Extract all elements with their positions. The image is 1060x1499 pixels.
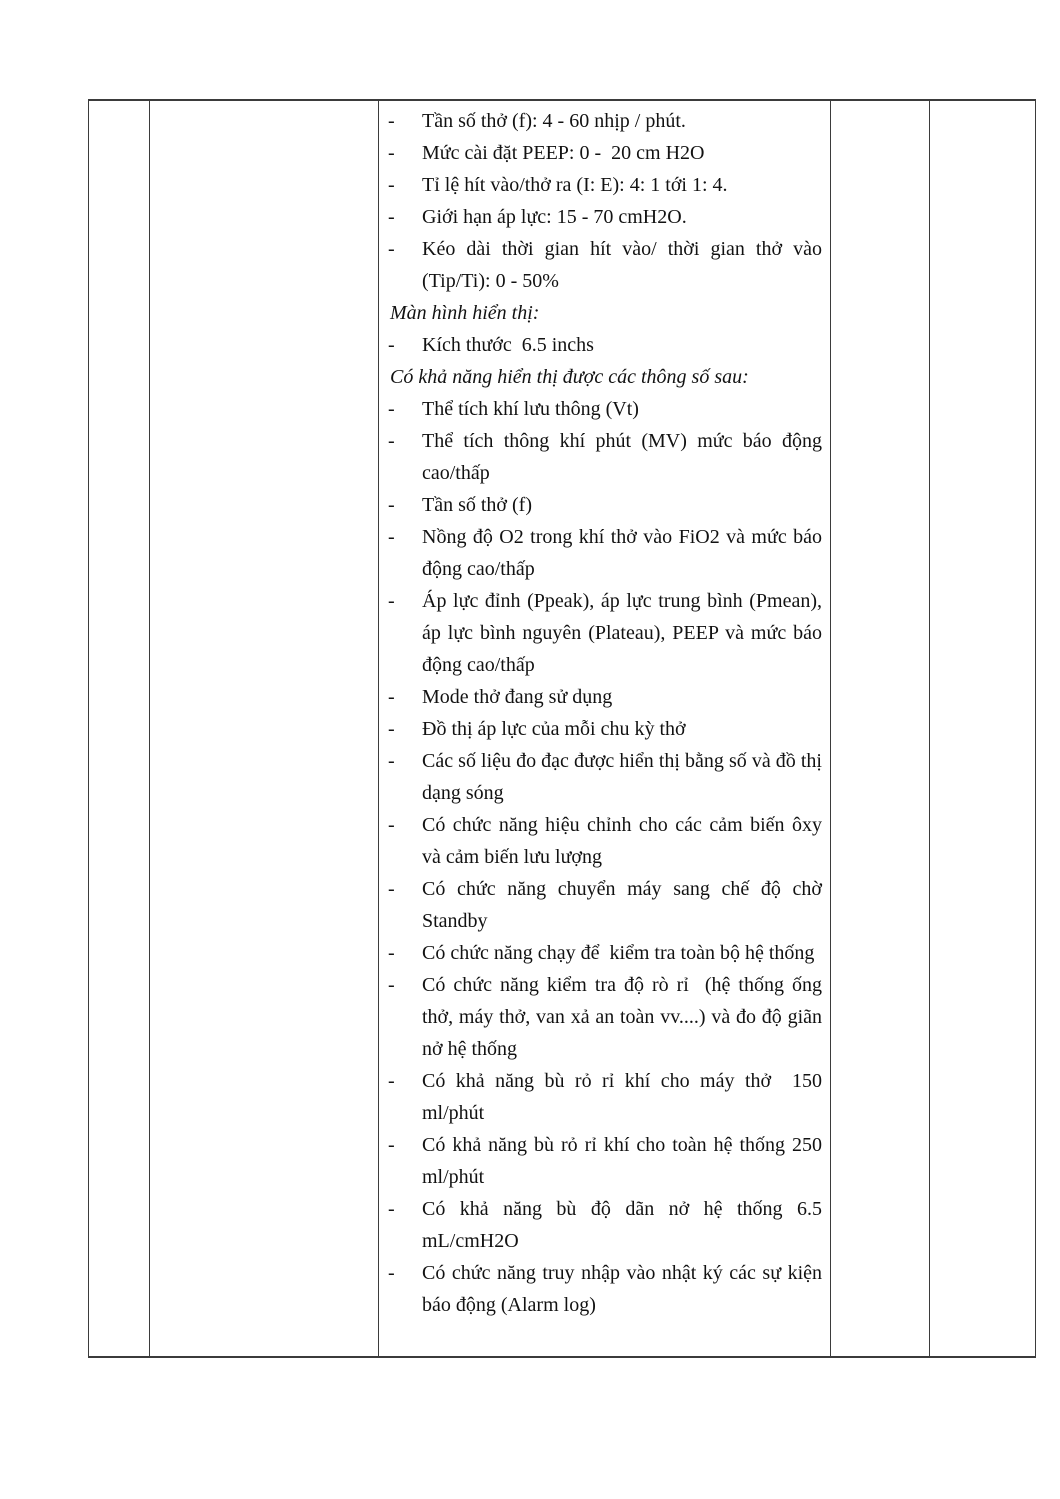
spec-item-text: Có chức năng kiểm tra độ rò rỉ (hệ thống ống thở, máy thở, van xả an toàn vv....) và đo độ giãn nở hệ thống (422, 974, 822, 1060)
bullet-dash-icon: - (388, 398, 395, 420)
table-cell-empty-right-1 (831, 101, 930, 1356)
spec-item-text: Có chức năng chuyển máy sang chế độ chờ Standby (422, 878, 822, 932)
spec-item-text: Có chức năng chạy để kiểm tra toàn bộ hệ thống (422, 942, 815, 964)
spec-list-item (388, 1257, 822, 1321)
spec-list-item (388, 393, 822, 425)
spec-item-text: Mức cài đặt PEEP: 0 - 20 cm H2O (422, 142, 705, 164)
spec-heading-italic (388, 361, 822, 393)
spec-list-item (388, 329, 822, 361)
spec-item-text: Kéo dài thời gian hít vào/ thời gian thở vào (Tip/Ti): 0 - 50% (422, 238, 822, 292)
spec-item-text: Đồ thị áp lực của mỗi chu kỳ thở (422, 718, 686, 740)
bullet-dash-icon: - (388, 878, 395, 900)
spec-list-item (388, 521, 822, 585)
bullet-dash-icon: - (388, 974, 395, 996)
spec-item-text: Thể tích khí lưu thông (Vt) (422, 398, 639, 420)
spec-item-text: Mode thở đang sử dụng (422, 686, 613, 708)
spec-list-item (388, 969, 822, 1065)
spec-list-item (388, 137, 822, 169)
bullet-dash-icon: - (388, 206, 395, 228)
spec-item-text: Có chức năng hiệu chỉnh cho các cảm biến ôxy và cảm biến lưu lượng (422, 814, 822, 868)
spec-item-text: Có khả năng bù rỏ rỉ khí cho máy thở 150 ml/phút (422, 1070, 822, 1124)
spec-list-item (388, 105, 822, 137)
spec-list-item (388, 1193, 822, 1257)
spec-heading-italic (388, 297, 822, 329)
spec-list-item (388, 681, 822, 713)
table-cell-specs (379, 101, 831, 1356)
bullet-dash-icon: - (388, 430, 395, 452)
bullet-dash-icon: - (388, 1070, 395, 1092)
bullet-dash-icon: - (388, 494, 395, 516)
bullet-dash-icon: - (388, 686, 395, 708)
spec-item-text: Nồng độ O2 trong khí thở vào FiO2 và mức báo động cao/thấp (422, 526, 822, 580)
bullet-dash-icon: - (388, 590, 395, 612)
spec-item-text: Có khả năng hiển thị được các thông số sau: (390, 366, 749, 388)
spec-table (88, 99, 1036, 1358)
spec-list-item (388, 425, 822, 489)
bullet-dash-icon: - (388, 1134, 395, 1156)
spec-list-item (388, 233, 822, 297)
bullet-dash-icon: - (388, 1262, 395, 1284)
spec-list (388, 105, 822, 1321)
bullet-dash-icon: - (388, 334, 395, 356)
table-cell-empty-right-2 (930, 101, 1035, 1356)
spec-list-item (388, 169, 822, 201)
bullet-dash-icon: - (388, 1198, 395, 1220)
spec-item-text: Tỉ lệ hít vào/thở ra (I: E): 4: 1 tới 1: 4. (422, 174, 728, 196)
spec-list-item (388, 1129, 822, 1193)
spec-list-item (388, 937, 822, 969)
spec-list-item (388, 873, 822, 937)
spec-item-text: Màn hình hiển thị: (390, 302, 540, 324)
spec-list-item (388, 201, 822, 233)
spec-list-item (388, 713, 822, 745)
spec-list-item (388, 745, 822, 809)
spec-list-item (388, 809, 822, 873)
spec-item-text: Kích thước 6.5 inchs (422, 334, 594, 356)
spec-item-text: Các số liệu đo đạc được hiển thị bằng số và đồ thị dạng sóng (422, 750, 822, 804)
spec-item-text: Tần số thở (f) (422, 494, 532, 516)
bullet-dash-icon: - (388, 142, 395, 164)
bullet-dash-icon: - (388, 942, 395, 964)
spec-list-item (388, 585, 822, 681)
table-cell-empty-left-1 (89, 101, 150, 1356)
bullet-dash-icon: - (388, 814, 395, 836)
spec-item-text: Áp lực đỉnh (Ppeak), áp lực trung bình (Pmean), áp lực bình nguyên (Plateau), PEEP và mức báo động cao/thấp (422, 590, 822, 676)
bullet-dash-icon: - (388, 110, 395, 132)
spec-item-text: Tần số thở (f): 4 - 60 nhịp / phút. (422, 110, 686, 132)
spec-list-item (388, 489, 822, 521)
spec-item-text: Có chức năng truy nhập vào nhật ký các sự kiện báo động (Alarm log) (422, 1262, 822, 1316)
spec-item-text: Có khả năng bù rỏ rỉ khí cho toàn hệ thống 250 ml/phút (422, 1134, 822, 1188)
bullet-dash-icon: - (388, 238, 395, 260)
bullet-dash-icon: - (388, 174, 395, 196)
spec-item-text: Giới hạn áp lực: 15 - 70 cmH2O. (422, 206, 687, 228)
spec-list-item (388, 1065, 822, 1129)
spec-item-text: Có khả năng bù độ dãn nở hệ thống 6.5 mL/cmH2O (422, 1198, 822, 1252)
bullet-dash-icon: - (388, 750, 395, 772)
spec-item-text: Thể tích thông khí phút (MV) mức báo động cao/thấp (422, 430, 822, 484)
table-cell-empty-left-2 (150, 101, 379, 1356)
bullet-dash-icon: - (388, 526, 395, 548)
bullet-dash-icon: - (388, 718, 395, 740)
